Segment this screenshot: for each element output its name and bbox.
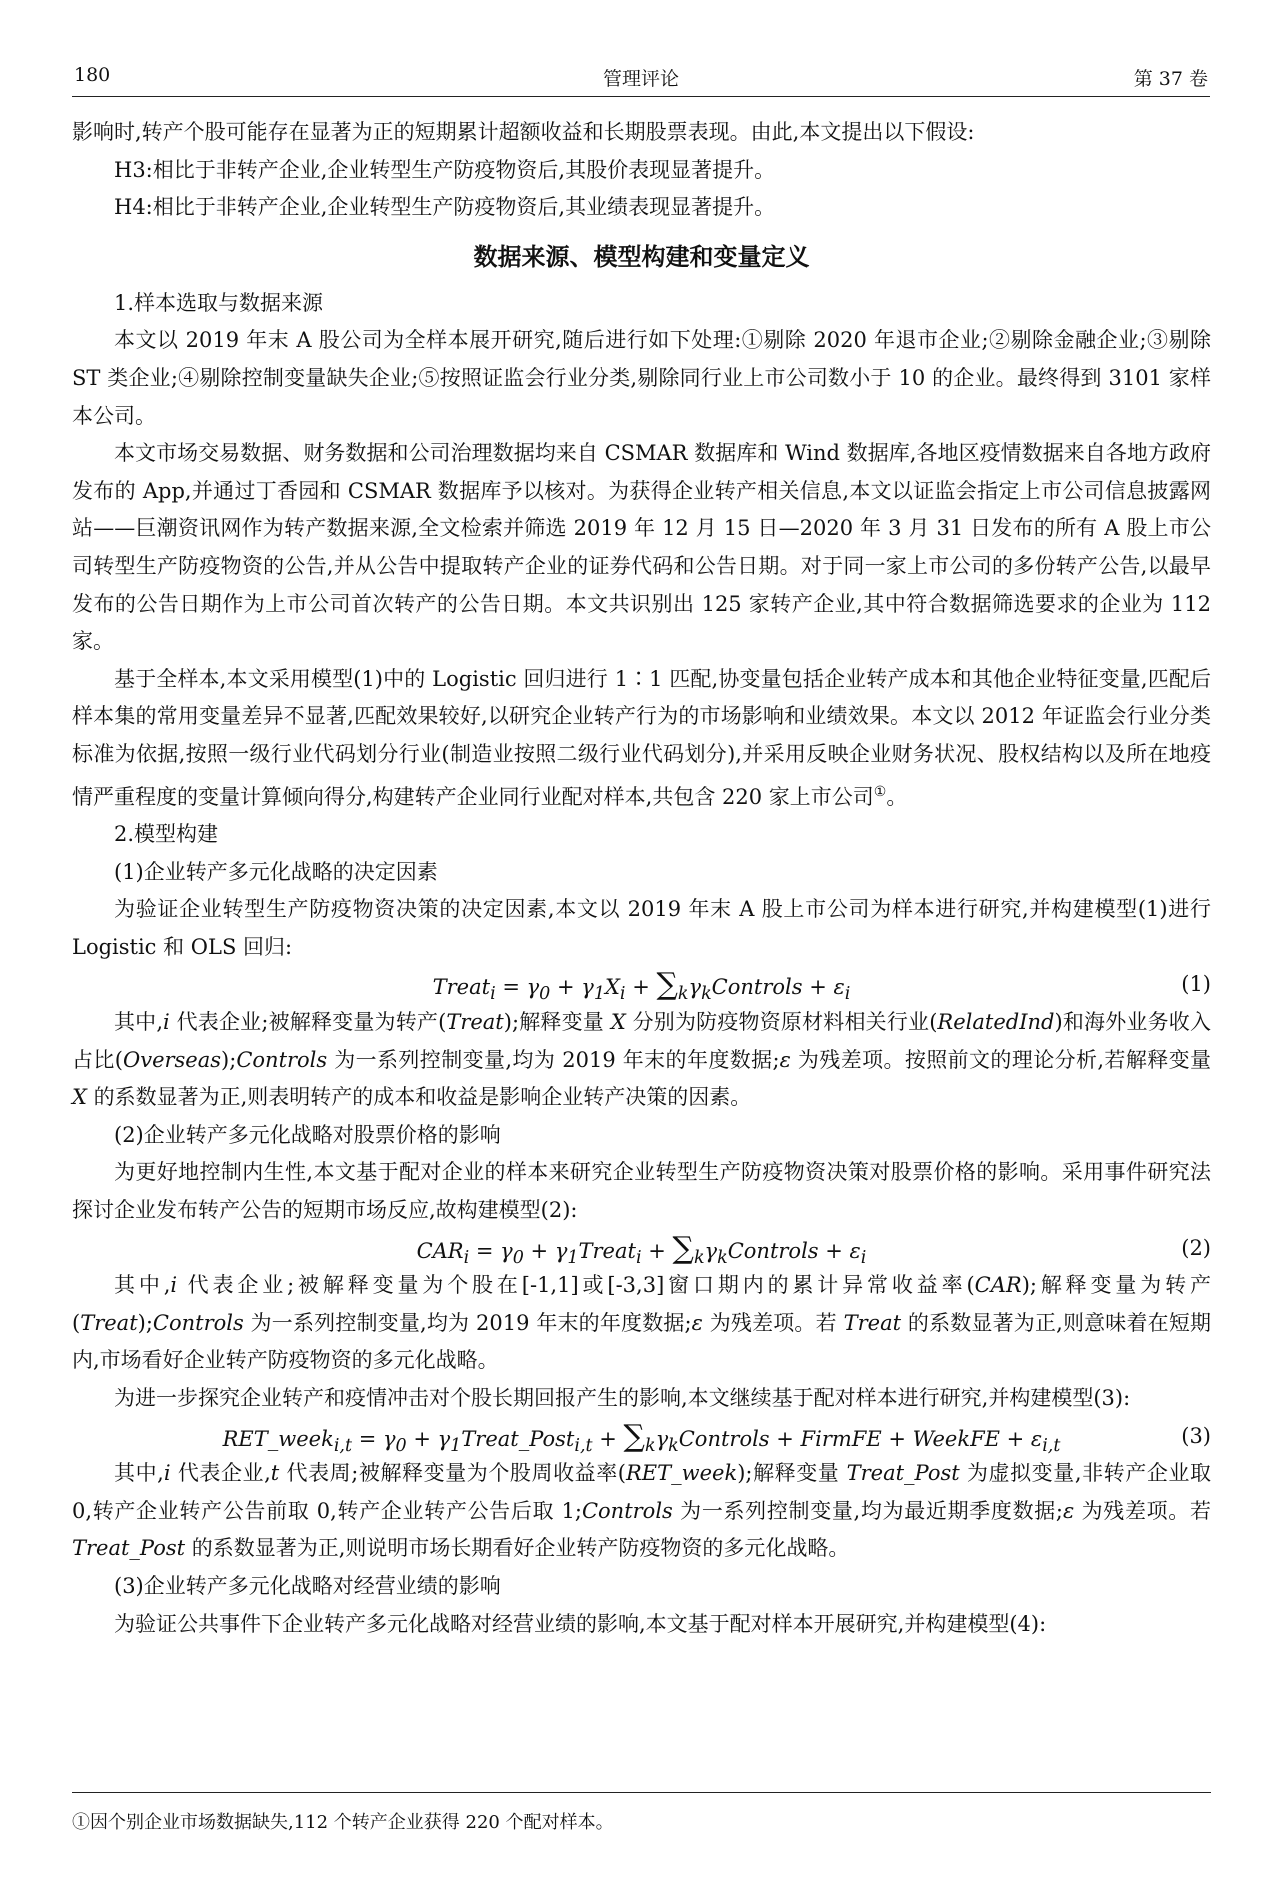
paragraph-model4-intro: 为验证公共事件下企业转产多元化战略对经营业绩的影响,本文基于配对样本开展研究,并构建模型(4): bbox=[114, 1611, 1047, 1636]
equation-2-number: (2) bbox=[1181, 1235, 1211, 1260]
equation-3: RET_week$_{i,t}$ = $\gamma_0$ + $\gamma_1Treat\_Post_{i,t}$ + $\sum_k\gamma_kControls$ + FirmFE + WeekFE + $\varepsilon_{i,t}$ (3) bbox=[222, 1418, 1211, 1456]
footnote-divider bbox=[72, 1792, 1211, 1793]
paragraph-model2-intro: 为更好地控制内生性,本文基于配对企业的样本来研究企业转型生产防疫物资决策对股票价格的影响。采用事件研究法探讨企业发布转产公告的短期市场反应,故构建模型(2): bbox=[72, 1160, 1211, 1223]
paragraph-model2-vars: 其中,i 代表企业;被解释变量为个股在[-1,1]或[-3,3]窗口期内的累计异常收益率(CAR);解释变量为转产(Treat);Controls 为一系列控制变量,均为 2019 年末的年度数据;ε 为残差项。若 Treat 的系数显著为正,则意味着在短期内,市场看好企业转产防疫物资的多元化战略。 bbox=[72, 1273, 1211, 1373]
paragraph-data-sources: 本文市场交易数据、财务数据和公司治理数据均来自 CSMAR 数据库和 Wind 数据库,各地区疫情数据来自各地方政府发布的 App,并通过丁香园和 CSMAR 数据库予以核对。为获得企业转产相关信息,本文以证监会指定上市公司信息披露网站——巨潮资讯网作为转产数据来源,全文检索并筛选 2019 年 12 月 15 日—2020 年 3 月 31 日发布的所有 A 股上市公司转型生产防疫物资的公告,并从公告中提取转产企业的证券代码和公告日期。对于同一家上市公司的多份转产公告,以最早发布的公告日期作为上市公司首次转产的公告日期。本文共识别出 125 家转产企业,其中符合数据筛选要求的企业为 112 家。 bbox=[72, 441, 1211, 654]
paragraph-model1-vars: 其中,i 代表企业;被解释变量为转产(Treat);解释变量 X 分别为防疫物资原材料相关行业(RelatedInd)和海外业务收入占比(Overseas);Controls 为一系列控制变量,均为 2019 年末的年度数据;ε 为残差项。按照前文的理论分析,若解释变量 X 的系数显著为正,则表明转产的成本和收益是影响企业转产决策的因素。 bbox=[72, 1010, 1211, 1110]
paragraph-continued: 影响时,转产个股可能存在显著为正的短期累计超额收益和长期股票表现。由此,本文提出以下假设: bbox=[72, 120, 975, 144]
equation-1: Treat$_i$ = $\gamma_0 + \gamma_1X_i$ + $\sum_k\gamma_kControls + \varepsilon_i$ (1) bbox=[432, 967, 1211, 1005]
subsection-model: 2.模型构建 bbox=[114, 822, 219, 847]
equation-2: $CAR_i = \gamma_0$ + $\gamma_1Treat_i$ + $\sum_k\gamma_kControls + \varepsilon_i$ (2) bbox=[416, 1230, 1211, 1268]
hypothesis-h3: H3:相比于非转产企业,企业转型生产防疫物资后,其股价表现显著提升。 bbox=[114, 157, 776, 182]
paragraph-matching: 基于全样本,本文采用模型(1)中的 Logistic 回归进行 1∶1 匹配,协变量包括企业转产成本和其他企业特征变量,匹配后样本集的常用变量差异不显著,匹配效果较好,以研究企业转产行为的市场影响和业绩效果。本文以 2012 年证监会行业分类标准为依据,按照一级行业代码划分行业(制造业按照二级行业代码划分),并采用反映企业财务状况、股权结构以及所在地疫情严重程度的变量计算倾向得分,构建转产企业同行业配对样本,共包含 220 家上市公司①。 bbox=[72, 666, 1211, 809]
subsection-sample: 1.样本选取与数据来源 bbox=[114, 290, 324, 315]
journal-name: 管理评论 bbox=[602, 68, 679, 90]
volume-label: 第 37 卷 bbox=[1133, 68, 1208, 90]
paragraph-model3-vars: 其中,i 代表企业,t 代表周;被解释变量为个股周收益率(RET_week);解释变量 Treat_Post 为虚拟变量,非转产企业取 0,转产企业转产公告前取 0,转产企业转产公告后取 1;Controls 为一系列控制变量,均为最近期季度数据;ε 为残差项。若 Treat_Post 的系数显著为正,则说明市场长期看好企业转产防疫物资的多元化战略。 bbox=[72, 1461, 1211, 1561]
article-body bbox=[72, 114, 1211, 1643]
subsubsection-performance: (3)企业转产多元化战略对经营业绩的影响 bbox=[114, 1573, 501, 1598]
subsubsection-stock-price: (2)企业转产多元化战略对股票价格的影响 bbox=[114, 1122, 501, 1147]
footnote-marker: ① bbox=[873, 783, 887, 800]
footnote: ①因个别企业市场数据缺失,112 个转产企业获得 220 个配对样本。 bbox=[72, 1812, 614, 1833]
paragraph-model1-intro: 为验证企业转型生产防疫物资决策的决定因素,本文以 2019 年末 A 股上市公司为样本进行研究,并构建模型(1)进行 Logistic 和 OLS 回归: bbox=[72, 897, 1211, 959]
hypothesis-h4: H4:相比于非转产企业,企业转型生产防疫物资后,其业绩表现显著提升。 bbox=[114, 195, 776, 220]
subsubsection-determinants: (1)企业转产多元化战略的决定因素 bbox=[114, 859, 438, 884]
paragraph-model3-intro: 为进一步探究企业转产和疫情冲击对个股长期回报产生的影响,本文继续基于配对样本进行研究,并构建模型(3): bbox=[114, 1386, 1131, 1410]
page-number: 180 bbox=[74, 64, 111, 86]
equation-3-number: (3) bbox=[1181, 1423, 1211, 1448]
section-title: 数据来源、模型构建和变量定义 bbox=[473, 242, 810, 271]
running-header bbox=[72, 60, 1210, 97]
paragraph-sample-selection: 本文以 2019 年末 A 股公司为全样本展开研究,随后进行如下处理:①剔除 2020 年退市企业;②剔除金融企业;③剔除 ST 类企业;④剔除控制变量缺失企业;⑤按照证监会行业分类,剔除同行业上市公司数小于 10 的企业。最终得到 3101 家样本公司。 bbox=[72, 328, 1211, 428]
equation-1-number: (1) bbox=[1181, 972, 1211, 997]
